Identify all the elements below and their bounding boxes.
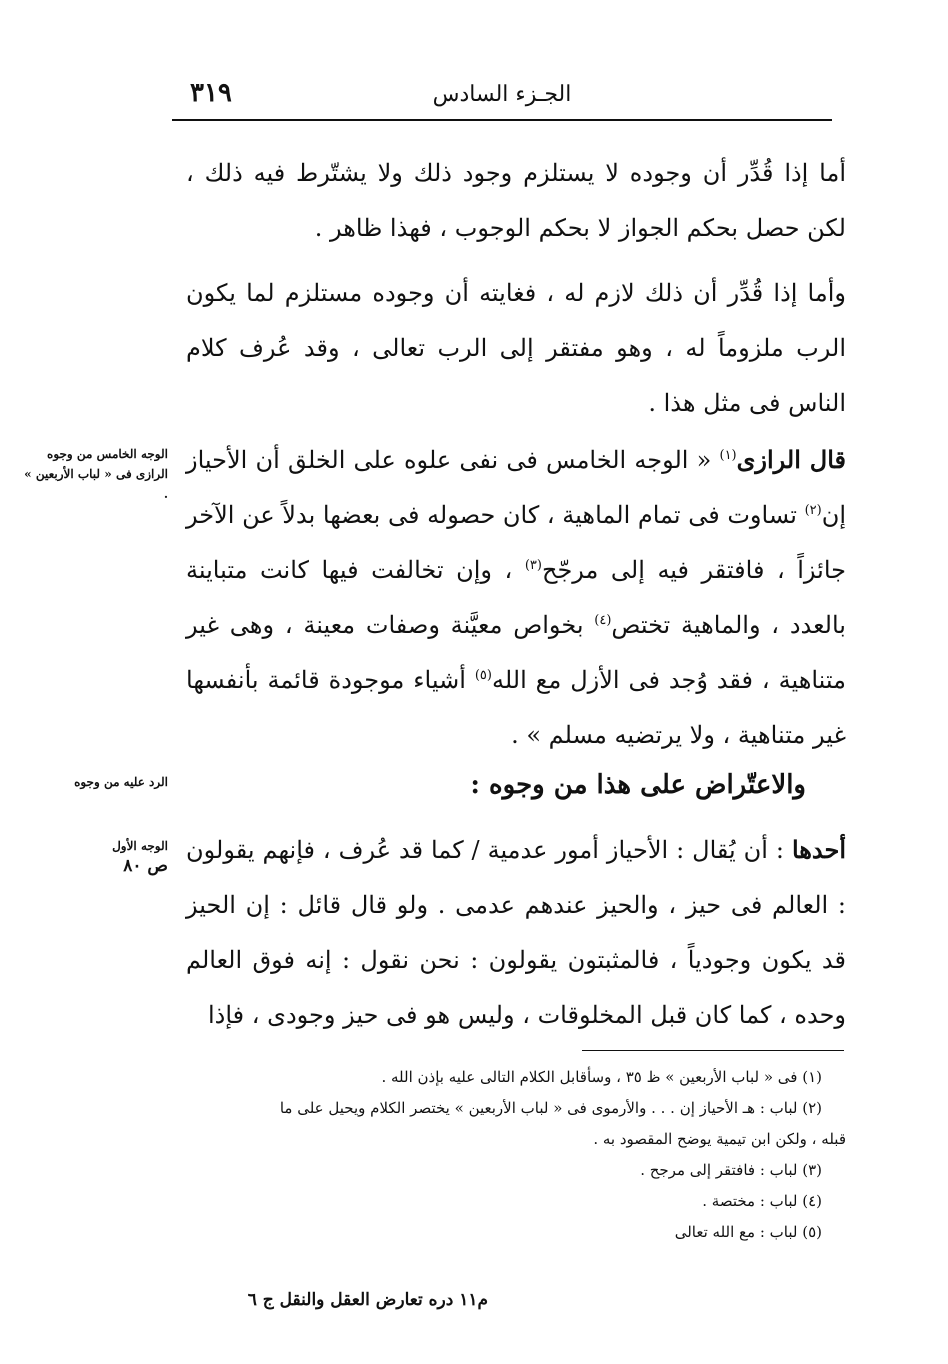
- page-number: ٣١٩: [190, 78, 232, 108]
- footnote-rule: [582, 1050, 844, 1051]
- quote-segment: ، وإن تخالفت فيها كانت متباينة بالعدد ، والماهية تختص: [186, 556, 846, 639]
- running-head: الجـزء السادس: [432, 82, 572, 107]
- footnote: (٣) لباب : فافتقر إلى مرجح .: [640, 1161, 822, 1179]
- paragraph-2: [186, 266, 846, 431]
- footnote-ref: (٢): [804, 503, 822, 518]
- paragraph-lead: قال الرازى: [736, 445, 846, 474]
- paragraph-body: : أن يُقال : الأحياز أمور عدمية / كما قد عُرف ، فإنهم يقولون : العالم فى حيز ، والحيز عندهم عدمى . ولو قال قائل : إن الحيز قد يكون وجودياً ، فالمثبتون يقولون : نحن نقول : إنه فوق العالم وحده ، كما كان قبل المخلوقات ، وليس هو فى حيز وجودى ، فإذا: [186, 836, 846, 1029]
- section-heading: [186, 760, 846, 810]
- paragraph-text: أما إذا قُدِّر أن وجوده لا يستلزم وجود ذلك ولا يشتّرط فيه ذلك ، لكن حصل بحكم الجواز لا بحكم الوجوب ، فهذا ظاهر .: [186, 159, 846, 242]
- margin-note-label: الوجه الأول: [112, 839, 168, 853]
- footnote: (٥) لباب : مع الله تعالى: [674, 1223, 822, 1241]
- footnote: (٢) لباب : هـ الأحياز إن . . . والأرموى فى « لباب الأربعين » يختصر الكلام ويحيل على ما: [279, 1099, 822, 1117]
- paragraph-text: وأما إذا قُدِّر أن ذلك لازم له ، فغايته أن وجوده مستلزم لما يكون الرب ملزوماً له ، وهو مفتقر إلى الرب تعالى ، وقد عُرف كلام الناس فى مثل هذا .: [186, 279, 846, 417]
- margin-note-rebuttal: الرد عليه من وجوه: [74, 775, 168, 789]
- quote-segment: أشياء موجودة قائمة بأنفسها غير متناهية ، ولا يرتضيه مسلم » .: [186, 666, 846, 749]
- footnote-ref: (١): [719, 448, 737, 463]
- footnote-ref: (٣): [524, 558, 542, 573]
- margin-note-fifth-aspect: الوجه الخامس من وجوه الرازى فى « لباب الأربعين » .: [24, 447, 168, 501]
- printer-signature: م١١ دره تعارض العقل والنقل ج ٦: [247, 1290, 488, 1310]
- quote-segment: تساوت فى تمام الماهية ، كان حصوله فى بعضها بدلاً عن الآخر جائزاً ، فافتقر فيه إلى مرجّح: [186, 501, 846, 584]
- quote-segment: بخواص معيَّنة وصفات معينة ، وهى غير متناهية ، فقد وُجد فى الأزل مع الله: [186, 611, 846, 694]
- paragraph-razi-quote: [186, 432, 846, 763]
- quote-segment: « الوجه الخامس فى نفى علوه على الخلق أن الأحياز إن: [186, 446, 846, 529]
- footnotes: [186, 1062, 846, 1248]
- footnote-continuation: قبله ، ولكن ابن تيمية يوضح المقصود به .: [593, 1130, 846, 1148]
- footnote-ref: (٤): [594, 613, 612, 628]
- footnote: (١) فى « لباب الأربعين » ظ ٣٥ ، وسأقابل الكلام التالى عليه بإذن الله .: [381, 1068, 822, 1086]
- heading-text: والاعتّراض على هذا من وجوه :: [470, 770, 806, 800]
- paragraph-first-objection: [186, 822, 846, 1043]
- margin-note-page-ref: ص ٨٠: [123, 856, 168, 876]
- paragraph-1: [186, 146, 846, 256]
- header-rule: [172, 119, 832, 121]
- margin-note-first-aspect: [18, 836, 168, 876]
- page-header: [172, 78, 832, 118]
- paragraph-text: [186, 822, 846, 1043]
- footnote-ref: (٥): [474, 668, 492, 683]
- paragraph-text: [186, 432, 846, 763]
- footnote: (٤) لباب : مختصة .: [702, 1192, 822, 1210]
- paragraph-lead: أحدها: [791, 835, 847, 864]
